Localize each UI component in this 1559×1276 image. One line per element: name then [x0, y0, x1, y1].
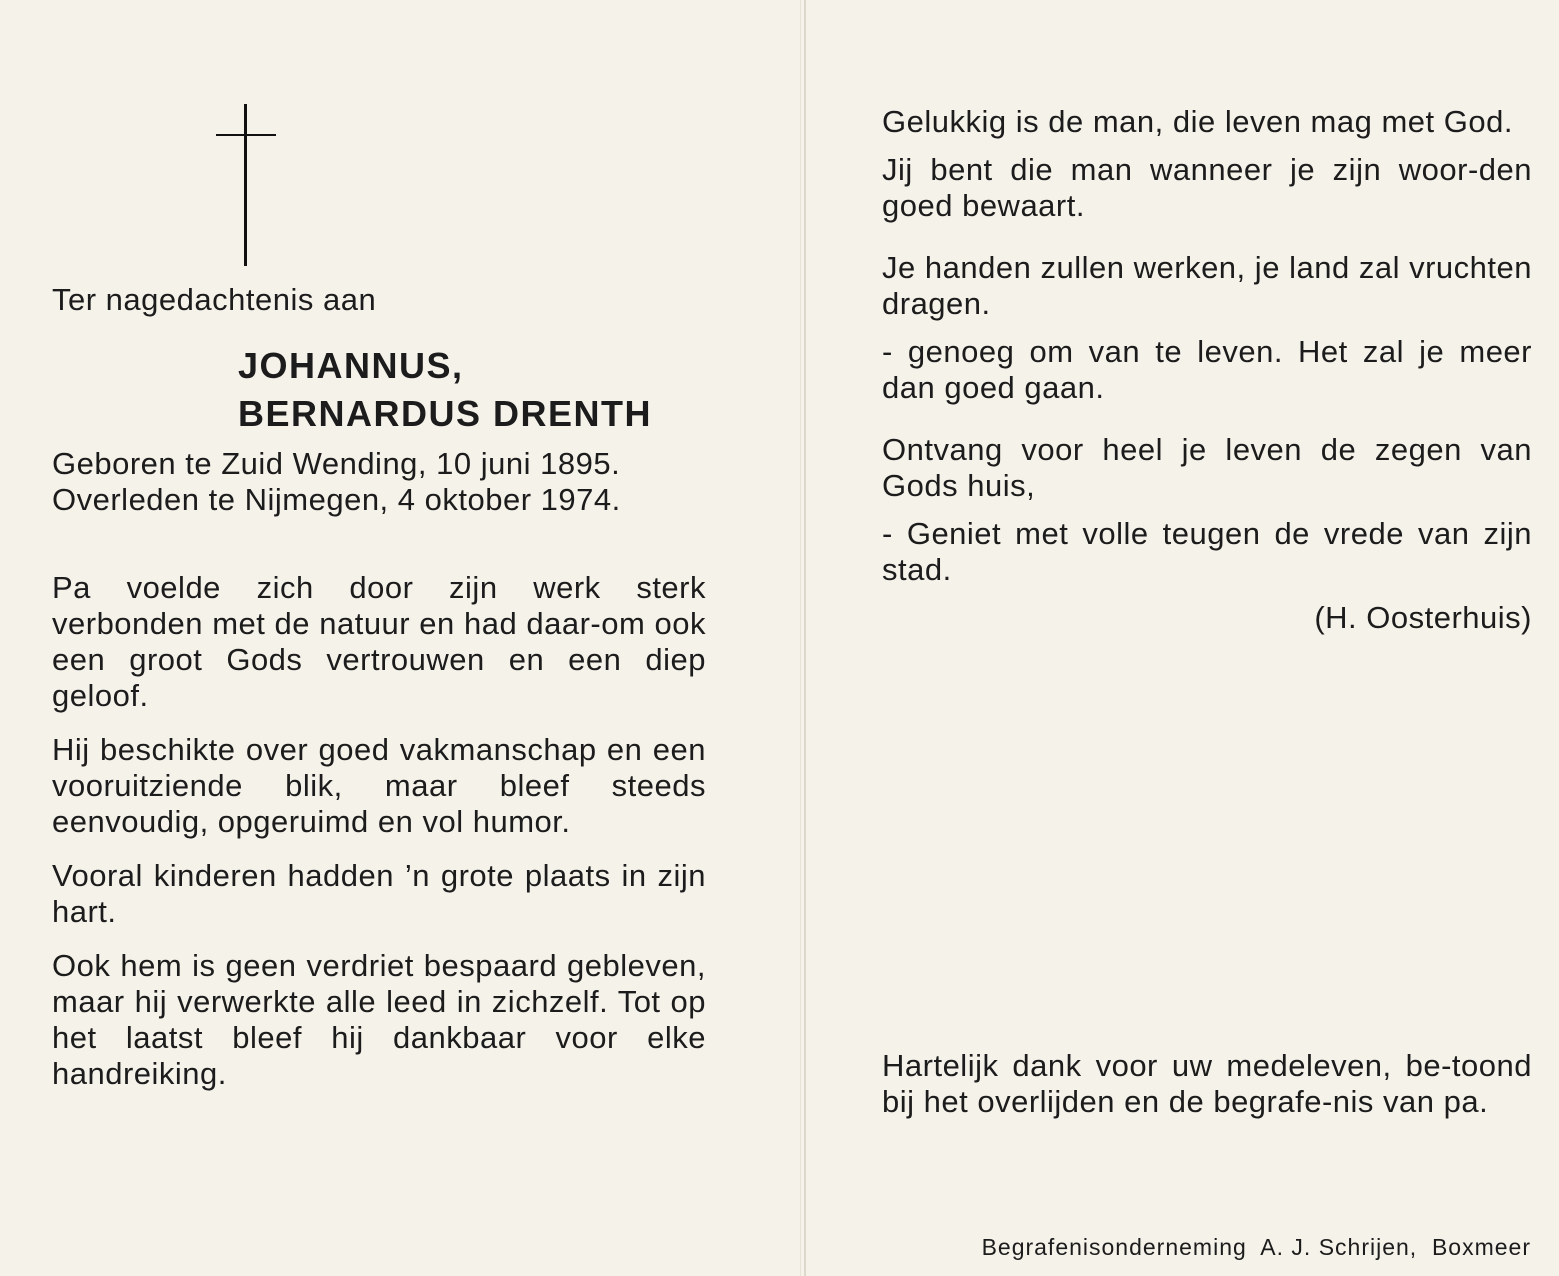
thanks-note: Hartelijk dank voor uw medeleven, be-toond bij het overlijden en de begrafe-nis van pa. — [882, 1048, 1532, 1119]
poem-stanza: - Geniet met volle teugen de vrede van zijn stad. — [882, 516, 1532, 587]
fold-line — [804, 0, 806, 1276]
right-panel — [882, 104, 1532, 636]
cross-icon — [216, 104, 276, 266]
poem-author: (H. Oosterhuis) — [1314, 600, 1532, 635]
poem-stanza: Ontvang voor heel je leven de zegen van Gods huis, — [882, 432, 1532, 503]
poem-stanza: Jij bent die man wanneer je zijn woor-den goed bewaart. — [882, 152, 1532, 223]
birth-line: Geboren te Zuid Wending, 10 juni 1895. — [52, 446, 621, 481]
deceased-name — [238, 342, 706, 438]
life-dates — [52, 446, 706, 518]
biography-paragraph: Pa voelde zich door zijn werk sterk verbonden met de natuur en had daar-om ook een groot Gods vertrouwen en een diep geloof. — [52, 570, 706, 713]
memory-intro: Ter nagedachtenis aan — [52, 282, 377, 317]
poem-stanza: - genoeg om van te leven. Het zal je meer dan goed gaan. — [882, 334, 1532, 405]
poem-stanza: Gelukkig is de man, die leven mag met God. — [882, 104, 1513, 139]
fold-line-shadow — [800, 0, 801, 1276]
funeral-home-credit: Begrafenisonderneming A. J. Schrijen, Boxmeer — [981, 1234, 1531, 1260]
left-panel — [52, 282, 706, 1110]
biography-paragraph: Hij beschikte over goed vakmanschap en een vooruitziende blik, maar bleef steeds eenvoudig, opgeruimd en vol humor. — [52, 732, 706, 839]
death-line: Overleden te Nijmegen, 4 oktober 1974. — [52, 482, 621, 517]
name-line-2: BERNARDUS DRENTH — [238, 393, 653, 434]
name-line-1: JOHANNUS, — [238, 345, 464, 386]
poem-stanza: Je handen zullen werken, je land zal vruchten dragen. — [882, 250, 1532, 321]
biography-paragraph: Ook hem is geen verdriet bespaard gebleven, maar hij verwerkte alle leed in zichzelf. Tot op het laatst bleef hij dankbaar voor elke handreiking. — [52, 948, 706, 1091]
biography-paragraph: Vooral kinderen hadden ’n grote plaats in zijn hart. — [52, 858, 706, 929]
